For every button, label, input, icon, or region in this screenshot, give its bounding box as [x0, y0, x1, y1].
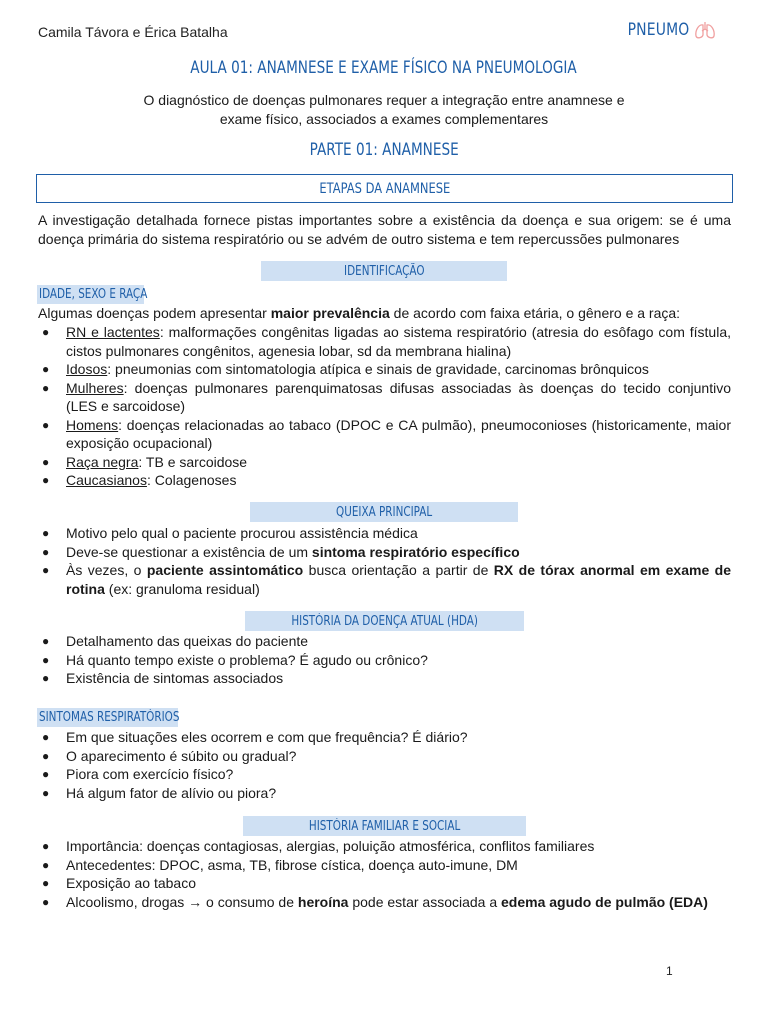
bullet: ●	[42, 748, 50, 763]
bullet: ●	[42, 671, 50, 685]
bullet: ●	[42, 563, 50, 577]
list-item	[38, 416, 731, 453]
item-term: Caucasianos	[66, 472, 147, 488]
item-bold: paciente assintomático	[146, 562, 304, 578]
item-text: pode estar associada a	[348, 893, 502, 910]
item-term: RN e lactentes	[66, 324, 160, 340]
item-term: Idosos	[66, 361, 108, 377]
subhead-sintomas	[37, 708, 178, 727]
item-text: Exposição ao tabaco	[66, 875, 196, 891]
brand-text: PNEUMO	[627, 20, 689, 40]
queixa-list	[38, 524, 731, 598]
bullet: ●	[42, 652, 50, 667]
list-item	[38, 360, 731, 379]
bullet: ●	[42, 767, 50, 781]
band-hda-label: HISTÓRIA DA DOENÇA ATUAL (HDA)	[291, 613, 478, 629]
list-item	[38, 632, 731, 651]
item-text: Existência de sintomas associados	[66, 670, 284, 686]
bullet: ●	[42, 839, 50, 853]
item-text: Há quanto tempo existe o problema? É agudo ou crônico?	[66, 651, 428, 668]
part-title-text: PARTE 01: ANAMNESE	[309, 140, 459, 160]
list-item	[38, 669, 731, 688]
identificacao-list	[38, 323, 731, 490]
item-text: Deve-se questionar a existência de um	[66, 543, 312, 560]
item-bold: RX de tórax anormal em exame de rotina	[66, 562, 731, 597]
authors: Camila Távora e Érica Batalha	[38, 24, 228, 40]
item-text: Há algum fator de alívio ou piora?	[66, 784, 277, 801]
band-queixa-label: QUEIXA PRINCIPAL	[335, 504, 433, 520]
lead-text: Algumas doenças podem apresentar	[38, 305, 271, 321]
bullet: ●	[42, 454, 50, 469]
band-identificacao	[261, 261, 507, 281]
list-item	[38, 543, 731, 562]
item-text: Antecedentes: DPOC, asma, TB, fibrose cística, doença auto-imune, DM	[66, 856, 518, 873]
band-familiar-label: HISTÓRIA FAMILIAR E SOCIAL	[308, 818, 461, 834]
subtitle-line-1: O diagnóstico de doenças pulmonares requer a integração entre anamnese e	[143, 92, 625, 108]
list-item	[38, 765, 731, 784]
main-title-text: AULA 01: ANAMNESE E EXAME FÍSICO NA PNEUMOLOGIA	[190, 58, 578, 78]
list-item	[38, 651, 731, 670]
subtitle	[0, 91, 768, 129]
item-text: (ex: granuloma residual)	[104, 580, 260, 597]
item-text: Em que situações eles ocorrem e com que frequência? É diário?	[66, 729, 468, 745]
list-item	[38, 561, 731, 598]
list-item	[38, 874, 731, 893]
subhead-sintomas-label: SINTOMAS RESPIRATÓRIOS	[39, 710, 180, 725]
list-item	[38, 453, 731, 472]
list-item	[38, 893, 731, 912]
list-item	[38, 856, 731, 875]
band-familiar-social	[243, 816, 526, 836]
lungs-icon	[694, 20, 716, 40]
item-term: Homens	[66, 416, 119, 433]
item-text: : pneumonias com sintomatologia atípica e sinais de gravidade, carcinomas brônquicos	[107, 361, 649, 377]
band-identificacao-label: IDENTIFICAÇÃO	[343, 263, 425, 279]
bullet: ●	[42, 325, 50, 339]
item-text: O aparecimento é súbito ou gradual?	[66, 747, 297, 764]
item-text: Motivo pelo qual o paciente procurou assistência médica	[66, 525, 418, 541]
list-item	[38, 323, 731, 360]
identificacao-lead	[38, 304, 731, 323]
bullet: ●	[42, 857, 50, 872]
bullet: ●	[42, 894, 50, 909]
bullet: ●	[42, 380, 50, 395]
subtitle-line-2: exame físico, associados a exames complementares	[219, 111, 549, 127]
bullet: ●	[42, 876, 50, 890]
bullet: ●	[42, 544, 50, 559]
item-bold: sintoma respiratório específico	[311, 543, 520, 560]
list-item	[38, 728, 731, 747]
list-item	[38, 524, 731, 543]
band-hda	[245, 611, 524, 631]
sintomas-list	[38, 728, 731, 802]
subhead-idade-label: IDADE, SEXO E RAÇA	[39, 287, 148, 302]
item-text: : doenças relacionadas ao tabaco (DPOC e CA pulmão), pneumoconioses (historicamente, maior exposição ocupacional)	[66, 416, 731, 451]
item-text: : malformações congênitas ligadas ao sistema respiratório (atresia do esôfago com fístula, cistos pulmonares congênitos, agenesia lobar, sd da membrana hialina)	[66, 324, 731, 359]
bullet: ●	[42, 526, 50, 540]
list-item	[38, 837, 731, 856]
item-text: Importância: doenças contagiosas, alergias, poluição atmosférica, conflitos familiares	[66, 838, 595, 854]
main-title	[0, 58, 768, 78]
item-text: Às vezes, o	[66, 562, 147, 578]
bullet: ●	[42, 417, 50, 432]
item-bold: edema agudo de pulmão (EDA)	[501, 893, 708, 910]
subhead-idade-sexo-raca	[37, 285, 148, 304]
item-bold: heroína	[297, 893, 349, 910]
bullet: ●	[42, 473, 50, 487]
bullet: ●	[42, 785, 50, 800]
item-text: busca orientação a partir de	[303, 562, 494, 578]
list-item	[38, 747, 731, 766]
section-box-label: ETAPAS DA ANAMNESE	[319, 180, 450, 197]
item-text: Piora com exercício físico?	[66, 766, 234, 782]
band-queixa-principal	[250, 502, 518, 522]
item-text: : doenças pulmonares parenquimatosas difusas associadas às doenças do tecido conjuntivo (LES e sarcoidose)	[66, 379, 731, 414]
list-item	[38, 471, 731, 490]
item-term: Raça negra	[66, 453, 139, 470]
section-box	[36, 174, 733, 203]
item-text: Alcoolismo, drogas → o consumo de	[66, 893, 298, 910]
lead-text-end: de acordo com faixa etária, o gênero e a raça:	[389, 305, 681, 321]
part-title	[0, 140, 768, 160]
page-number: 1	[666, 964, 673, 978]
bullet: ●	[42, 362, 50, 376]
hda-list	[38, 632, 731, 688]
list-item	[38, 379, 731, 416]
item-text: Detalhamento das queixas do paciente	[66, 633, 309, 649]
lead-bold: maior prevalência	[270, 305, 390, 321]
intro-paragraph: A investigação detalhada fornece pistas importantes sobre a existência da doença e sua origem: se é uma doença primária do sistema respiratório ou se advém de outro sistema e tem repercussões pulmonares	[38, 212, 731, 247]
bullet: ●	[42, 634, 50, 648]
brand	[614, 20, 716, 40]
list-item	[38, 784, 731, 803]
item-term: Mulheres	[66, 379, 124, 396]
item-text: : Colagenoses	[146, 472, 237, 488]
familiar-list	[38, 837, 731, 911]
bullet: ●	[42, 730, 50, 744]
item-text: : TB e sarcoidose	[138, 453, 248, 470]
